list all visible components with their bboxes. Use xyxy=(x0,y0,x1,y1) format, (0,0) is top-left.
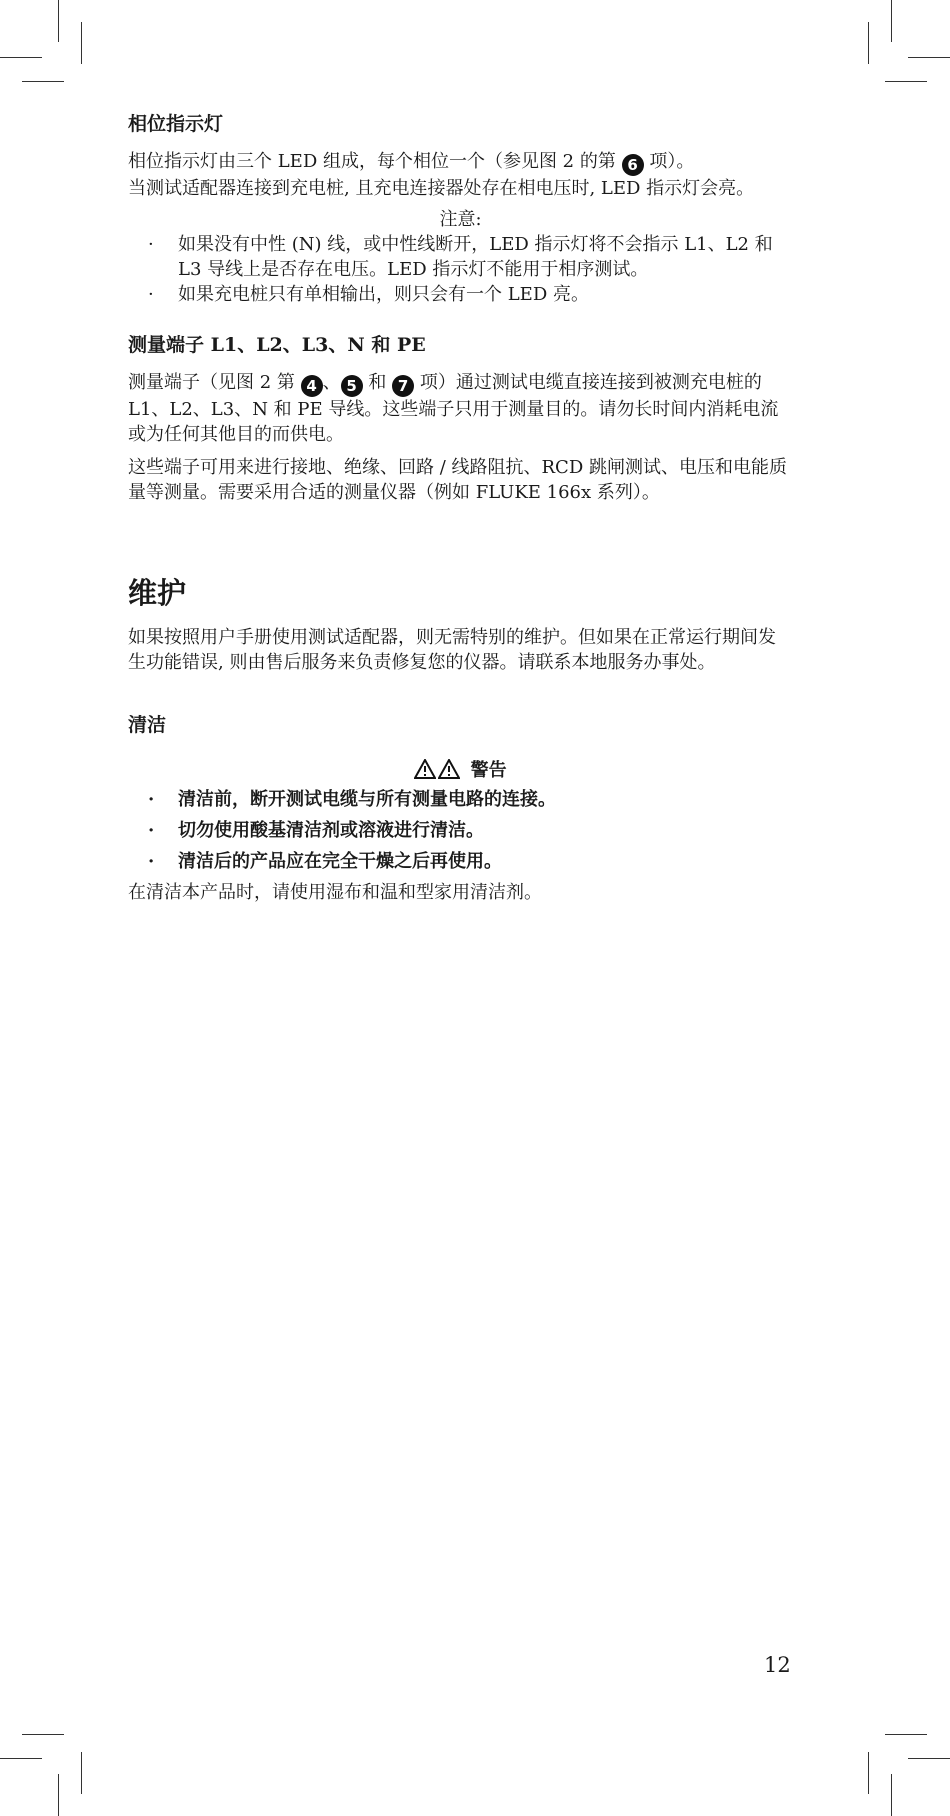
maintenance-heading: 维护 xyxy=(128,576,187,610)
terminals-separator: 、 xyxy=(322,372,341,393)
crop-mark xyxy=(885,81,927,82)
crop-mark xyxy=(891,1774,892,1816)
note-item: · 如果充电桩只有单相输出，则只会有一个 LED 亮。 xyxy=(128,282,793,307)
item-number-6: 6 xyxy=(622,154,644,176)
terminals-section xyxy=(128,333,793,505)
cleaning-section xyxy=(128,713,793,905)
page-content xyxy=(128,112,793,913)
phase-indicator-heading: 相位指示灯 xyxy=(128,113,224,135)
crop-mark xyxy=(22,81,64,82)
terminals-text-b: 项）通过测试电缆直接连接到被测充电桩的 L1、L2、L3、N 和 PE 导线。这些端子只用于测量目的。请勿长时间内消耗电流或为任何其他目的而供电。 xyxy=(128,372,779,445)
terminals-paragraph xyxy=(128,370,793,447)
crop-mark xyxy=(868,1752,869,1794)
crop-mark xyxy=(0,1758,42,1759)
item-number-7: 7 xyxy=(392,375,414,397)
crop-mark xyxy=(908,57,950,58)
crop-mark xyxy=(81,1752,82,1794)
crop-mark xyxy=(891,0,892,42)
crop-mark xyxy=(81,22,82,64)
crop-mark xyxy=(58,1774,59,1816)
terminals-text-a: 测量端子（见图 2 第 xyxy=(128,372,295,393)
warning-item: · 清洁前，断开测试电缆与所有测量电路的连接。 xyxy=(128,787,793,812)
phase-indicator-text-b: 项）。 xyxy=(649,151,695,172)
note-item: · 如果没有中性 (N) 线，或中性线断开，LED 指示灯将不会指示 L1、L2 和 L3 导线上是否存在电压。LED 指示灯不能用于相序测试。 xyxy=(128,232,793,282)
warning-triangle-icon xyxy=(438,759,460,779)
crop-mark xyxy=(885,1734,927,1735)
phase-indicator-text-a: 相位指示灯由三个 LED 组成，每个相位一个（参见图 2 的第 xyxy=(128,151,616,172)
terminals-separator: 和 xyxy=(368,372,387,393)
phase-indicator-section xyxy=(128,112,793,307)
page-number: 12 xyxy=(764,1653,791,1677)
cleaning-paragraph: 在清洁本产品时，请使用湿布和温和型家用清洁剂。 xyxy=(128,882,542,903)
phase-indicator-paragraph-2: 当测试适配器连接到充电桩, 且充电连接器处存在相电压时, LED 指示灯会亮。 xyxy=(128,178,755,199)
warning-label: 警告 xyxy=(470,760,507,781)
maintenance-section xyxy=(128,575,793,675)
crop-mark xyxy=(22,1734,64,1735)
warning-item: · 清洁后的产品应在完全干燥之后再使用。 xyxy=(128,849,793,874)
crop-mark xyxy=(868,22,869,64)
crop-mark xyxy=(0,57,42,58)
cleaning-heading: 清洁 xyxy=(128,714,167,736)
item-number-5: 5 xyxy=(341,375,363,397)
item-number-4: 4 xyxy=(301,375,323,397)
terminals-paragraph-2: 这些端子可用来进行接地、绝缘、回路 / 线路阻抗、RCD 跳闸测试、电压和电能质量等测量。需要采用合适的测量仪器（例如 FLUKE 166x 系列）。 xyxy=(128,457,787,503)
note-list xyxy=(128,232,793,307)
warning-list xyxy=(128,787,793,874)
warning-label-row xyxy=(128,758,793,783)
terminals-heading: 测量端子 L1、L2、L3、N 和 PE xyxy=(128,334,426,356)
phase-indicator-paragraph xyxy=(128,149,793,176)
warning-item: · 切勿使用酸基清洁剂或溶液进行清洁。 xyxy=(128,818,793,843)
warning-triangle-icon xyxy=(414,759,436,779)
note-label: 注意: xyxy=(439,209,482,230)
crop-mark xyxy=(908,1758,950,1759)
maintenance-paragraph: 如果按照用户手册使用测试适配器，则无需特别的维护。但如果在正常运行期间发生功能错误, 则由售后服务来负责修复您的仪器。请联系本地服务办事处。 xyxy=(128,627,776,673)
crop-mark xyxy=(58,0,59,42)
